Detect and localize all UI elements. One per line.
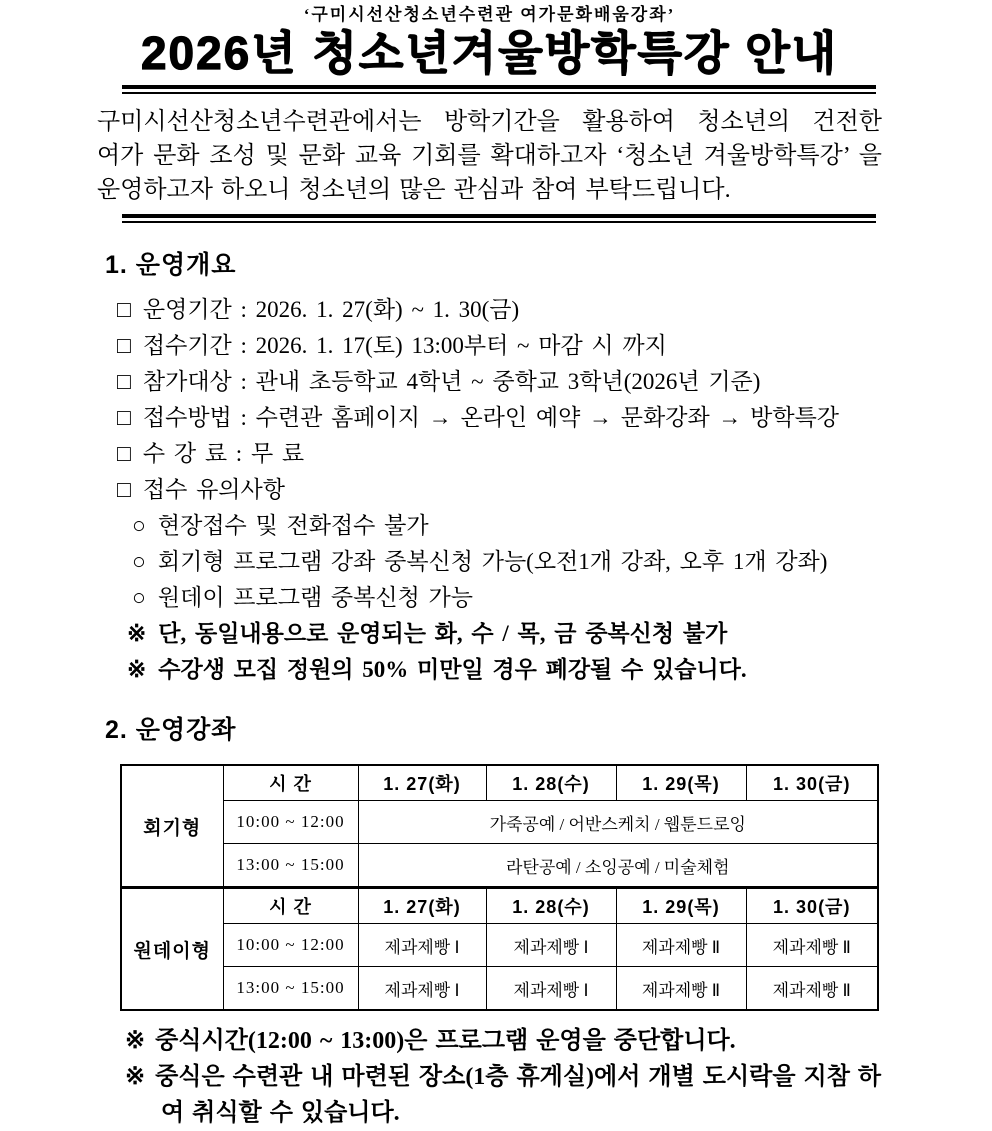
sub-list-item [132, 544, 882, 580]
program-cell: 제과제빵 Ⅰ [486, 967, 616, 1011]
section1-list [97, 292, 882, 688]
note-item-text: 수강생 모집 정원의 50% 미만일 경우 폐강될 수 있습니다. [158, 657, 747, 682]
schedule-table [120, 764, 879, 1011]
list-item-text: 수 강 료 : 무 료 [142, 441, 305, 466]
reference-mark-icon: ※ [125, 1064, 146, 1090]
page-title: 2026년 청소년겨울방학특강 안내 [140, 27, 839, 79]
list-item-text: 접수기간 : 2026. 1. 17(토) 13:00부터 ~ 마감 시 까지 [142, 333, 667, 358]
time-cell: 13:00 ~ 15:00 [223, 844, 358, 888]
date-column-header: 1. 29(목) [616, 888, 746, 924]
list-item [117, 400, 882, 436]
square-bullet-icon: □ [117, 333, 131, 358]
date-column-header: 1. 29(목) [616, 765, 746, 801]
footer-note [125, 1059, 882, 1131]
program-cell: 제과제빵 Ⅱ [616, 967, 746, 1011]
table-header-row [121, 765, 878, 801]
program-cell: 제과제빵 Ⅰ [358, 967, 486, 1011]
table-row [121, 924, 878, 967]
program-subtitle: ‘구미시선산청소년수련관 여가문화배움강좌’ [303, 5, 676, 24]
intro-divider [122, 214, 876, 223]
section2-heading: 2. 운영강좌 [105, 716, 237, 744]
list-item-text: 참가대상 : 관내 초등학교 4학년 ~ 중학교 3학년(2026년 기준) [142, 369, 761, 394]
list-item [117, 328, 882, 364]
program-cell: 제과제빵 Ⅱ [746, 967, 878, 1011]
list-item-text: 접수방법 : 수련관 홈페이지 → 온라인 예약 → 문화강좌 → 방학특강 [142, 405, 840, 430]
time-cell: 10:00 ~ 12:00 [223, 801, 358, 844]
sub-list-item-text: 원데이 프로그램 중복신청 가능 [157, 585, 473, 610]
list-item [117, 436, 882, 472]
footer-note-text: 중식은 수련관 내 마련된 장소(1층 휴게실)에서 개별 도시락을 지참 하여 취식할 수 있습니다. [155, 1064, 882, 1126]
circle-bullet-icon: ○ [132, 549, 146, 574]
circle-bullet-icon: ○ [132, 585, 146, 610]
program-cell: 제과제빵 Ⅰ [358, 924, 486, 967]
square-bullet-icon: □ [117, 477, 131, 502]
section1-heading: 1. 운영개요 [105, 251, 237, 279]
sub-list-item [132, 508, 882, 544]
sub-list-item [132, 580, 882, 616]
sub-list-item-text: 현장접수 및 전화접수 불가 [157, 513, 429, 538]
reference-mark-icon: ※ [127, 657, 147, 682]
date-column-header: 1. 27(화) [358, 765, 486, 801]
time-column-header: 시 간 [223, 765, 358, 801]
time-cell: 13:00 ~ 15:00 [223, 967, 358, 1011]
program-cell: 가죽공예 / 어반스케치 / 웹툰드로잉 [358, 801, 878, 844]
list-item-text: 운영기간 : 2026. 1. 27(화) ~ 1. 30(금) [142, 297, 520, 322]
date-column-header: 1. 30(금) [746, 765, 878, 801]
list-item [117, 292, 882, 328]
group-label-oneday: 원데이형 [121, 888, 223, 1011]
time-column-header: 시 간 [223, 888, 358, 924]
table-row [121, 844, 878, 888]
date-column-header: 1. 27(화) [358, 888, 486, 924]
square-bullet-icon: □ [117, 297, 131, 322]
program-cell: 제과제빵 Ⅱ [746, 924, 878, 967]
list-item [117, 472, 882, 508]
intro-paragraph [97, 105, 882, 207]
square-bullet-icon: □ [117, 441, 131, 466]
footer-note [125, 1023, 882, 1059]
program-cell: 제과제빵 Ⅱ [616, 924, 746, 967]
sub-list-item-text: 회기형 프로그램 강좌 중복신청 가능(오전1개 강좌, 오후 1개 강좌) [157, 549, 828, 574]
list-item-text: 접수 유의사항 [142, 477, 285, 502]
group-label-session: 회기형 [121, 765, 223, 888]
table-row [121, 801, 878, 844]
square-bullet-icon: □ [117, 405, 131, 430]
date-column-header: 1. 30(금) [746, 888, 878, 924]
footer-note-text: 중식시간(12:00 ~ 13:00)은 프로그램 운영을 중단합니다. [155, 1028, 736, 1054]
intro-line: 구미시선산청소년수련관에서는 방학기간을 활용하여 청소년의 건전한 [97, 109, 882, 135]
note-item [127, 616, 882, 652]
note-item-text: 단, 동일내용으로 운영되는 화, 수 / 목, 금 중복신청 불가 [158, 621, 728, 646]
table-header-row [121, 888, 878, 924]
intro-line: 운영하고자 하오니 청소년의 많은 관심과 참여 부탁드립니다. [97, 177, 731, 203]
title-divider [122, 85, 876, 94]
program-cell: 제과제빵 Ⅰ [486, 924, 616, 967]
table-row [121, 967, 878, 1011]
program-cell: 라탄공예 / 소잉공예 / 미술체험 [358, 844, 878, 888]
list-item [117, 364, 882, 400]
reference-mark-icon: ※ [125, 1028, 146, 1054]
note-item [127, 652, 882, 688]
footer-notes [97, 1023, 882, 1131]
square-bullet-icon: □ [117, 369, 131, 394]
circle-bullet-icon: ○ [132, 513, 146, 538]
date-column-header: 1. 28(수) [486, 888, 616, 924]
intro-line: 여가 문화 조성 및 문화 교육 기회를 확대하고자 ‘청소년 겨울방학특강’ 을 [97, 143, 882, 169]
time-cell: 10:00 ~ 12:00 [223, 924, 358, 967]
reference-mark-icon: ※ [127, 621, 147, 646]
date-column-header: 1. 28(수) [486, 765, 616, 801]
